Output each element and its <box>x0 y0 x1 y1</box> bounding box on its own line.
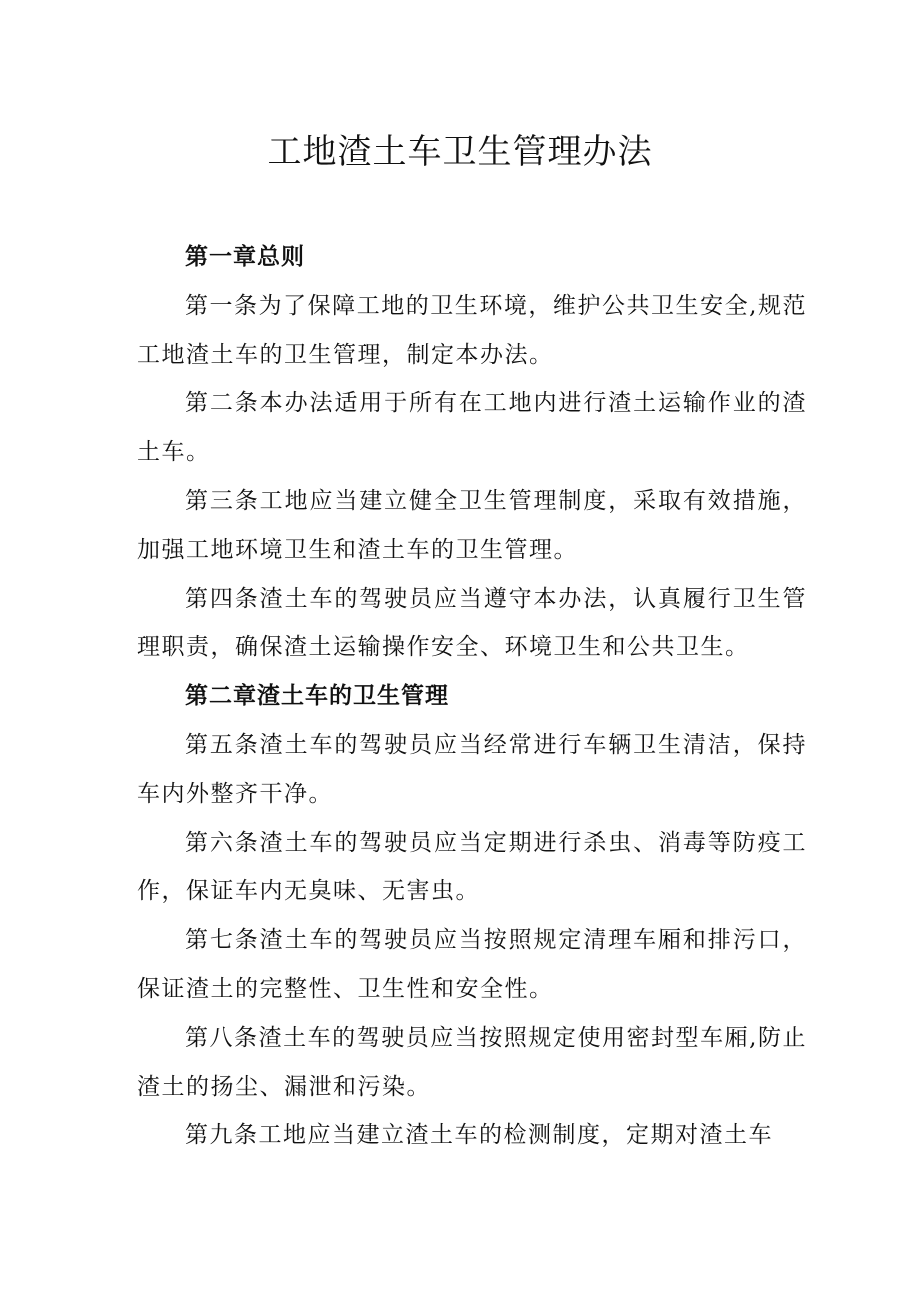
article-7: 第七条渣土车的驾驶员应当按照规定清理车厢和排污口，保证渣土的完整性、卫生性和安全性。 <box>137 927 807 1002</box>
article-2: 第二条本办法适用于所有在工地内进行渣土运输作业的渣土车。 <box>137 390 807 466</box>
document-title: 工地渣土车卫生管理办法 <box>267 132 653 172</box>
article-5: 第五条渣土车的驾驶员应当经常进行车辆卫生清洁，保持车内外整齐干净。 <box>137 731 807 807</box>
article-1: 第一条为了保障工地的卫生环境，维护公共卫生安全,规范工地渣土车的卫生管理，制定本办法。 <box>137 292 807 368</box>
article-8: 第八条渣土车的驾驶员应当按照规定使用密封型车厢,防止渣土的扬尘、漏泄和污染。 <box>137 1024 807 1100</box>
article-3: 第三条工地应当建立健全卫生管理制度，采取有效措施，加强工地环境卫生和渣土车的卫生管理。 <box>137 487 807 563</box>
article-6: 第六条渣土车的驾驶员应当定期进行杀虫、消毒等防疫工作，保证车内无臭味、无害虫。 <box>137 829 807 905</box>
chapter-2-heading: 第二章渣土车的卫生管理 <box>185 683 449 710</box>
chapter-1-heading: 第一章总则 <box>185 244 305 270</box>
article-4: 第四条渣土车的驾驶员应当遵守本办法，认真履行卫生管理职责，确保渣土运输操作安全、环境卫生和公共卫生。 <box>137 585 807 661</box>
article-9: 第九条工地应当建立渣土车的检测制度，定期对渣土车 <box>185 1122 773 1149</box>
document-body <box>137 233 807 1160</box>
